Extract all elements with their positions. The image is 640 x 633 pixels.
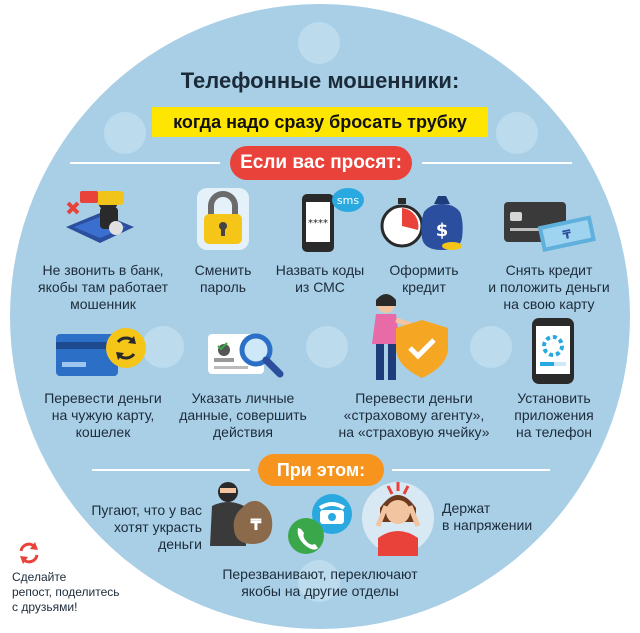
divider-right-2 (392, 469, 550, 471)
card-cash-icon (500, 198, 600, 254)
woman-shield-icon (362, 292, 452, 386)
section-also-badge: При этом: (258, 454, 384, 486)
request-label: Оформить кредит (389, 262, 459, 295)
tactic-label: Пугают, что у вас хотят украсть деньги (91, 502, 202, 552)
svg-text:$: $ (435, 220, 449, 241)
subtitle-banner: когда надо сразу бросать трубку (152, 107, 488, 137)
page-title: Телефонные мошенники: (180, 68, 460, 93)
watermark-icon (496, 112, 538, 154)
svg-text:₸: ₸ (561, 226, 573, 243)
money-bag-stopwatch-icon (380, 188, 464, 252)
phone-install-icon (528, 316, 578, 386)
svg-text:****: **** (308, 218, 328, 229)
repost-icon[interactable] (16, 540, 42, 566)
thief-icon (206, 478, 276, 550)
svg-text:₸: ₸ (250, 515, 262, 534)
watermark-icon (470, 326, 512, 368)
watermark-icon (104, 112, 146, 154)
id-card-magnifier-icon (206, 326, 286, 382)
padlock-icon (195, 186, 251, 252)
request-label: Указать личные данные, совершить действия (179, 390, 307, 440)
watermark-icon (306, 326, 348, 368)
divider-right (422, 162, 572, 164)
stressed-woman-icon (358, 478, 438, 556)
divider-left (70, 162, 220, 164)
operator-icon (60, 183, 140, 253)
phone-sms-icon (296, 186, 366, 254)
tactic-label: Перезванивают, переключают якобы на другие отделы (222, 566, 418, 599)
phones-icon (286, 492, 358, 558)
watermark-icon (298, 22, 340, 64)
request-label: Снять кредит и положить деньги на свою карту (488, 262, 610, 312)
card-transfer-icon (52, 322, 152, 384)
tactic-label: Держат в напряжении (442, 500, 533, 533)
divider-left-2 (92, 469, 250, 471)
request-label: Перевести деньги на чужую карту, кошелек (44, 390, 162, 440)
share-text: Сделайте репост, поделитесь с друзьями! (12, 570, 120, 614)
request-label: Перевести деньги «страховому агенту», на «страховую ячейку» (338, 390, 490, 440)
sms-badge-text: sms (336, 194, 360, 207)
request-label: Назвать коды из СМС (275, 262, 365, 295)
request-label: Сменить пароль (194, 262, 252, 295)
request-label: Установить приложения на телефон (514, 390, 594, 440)
section-ask-badge: Если вас просят: (230, 146, 412, 180)
request-label: Не звонить в банк, якобы там работает мошенник (37, 262, 169, 312)
